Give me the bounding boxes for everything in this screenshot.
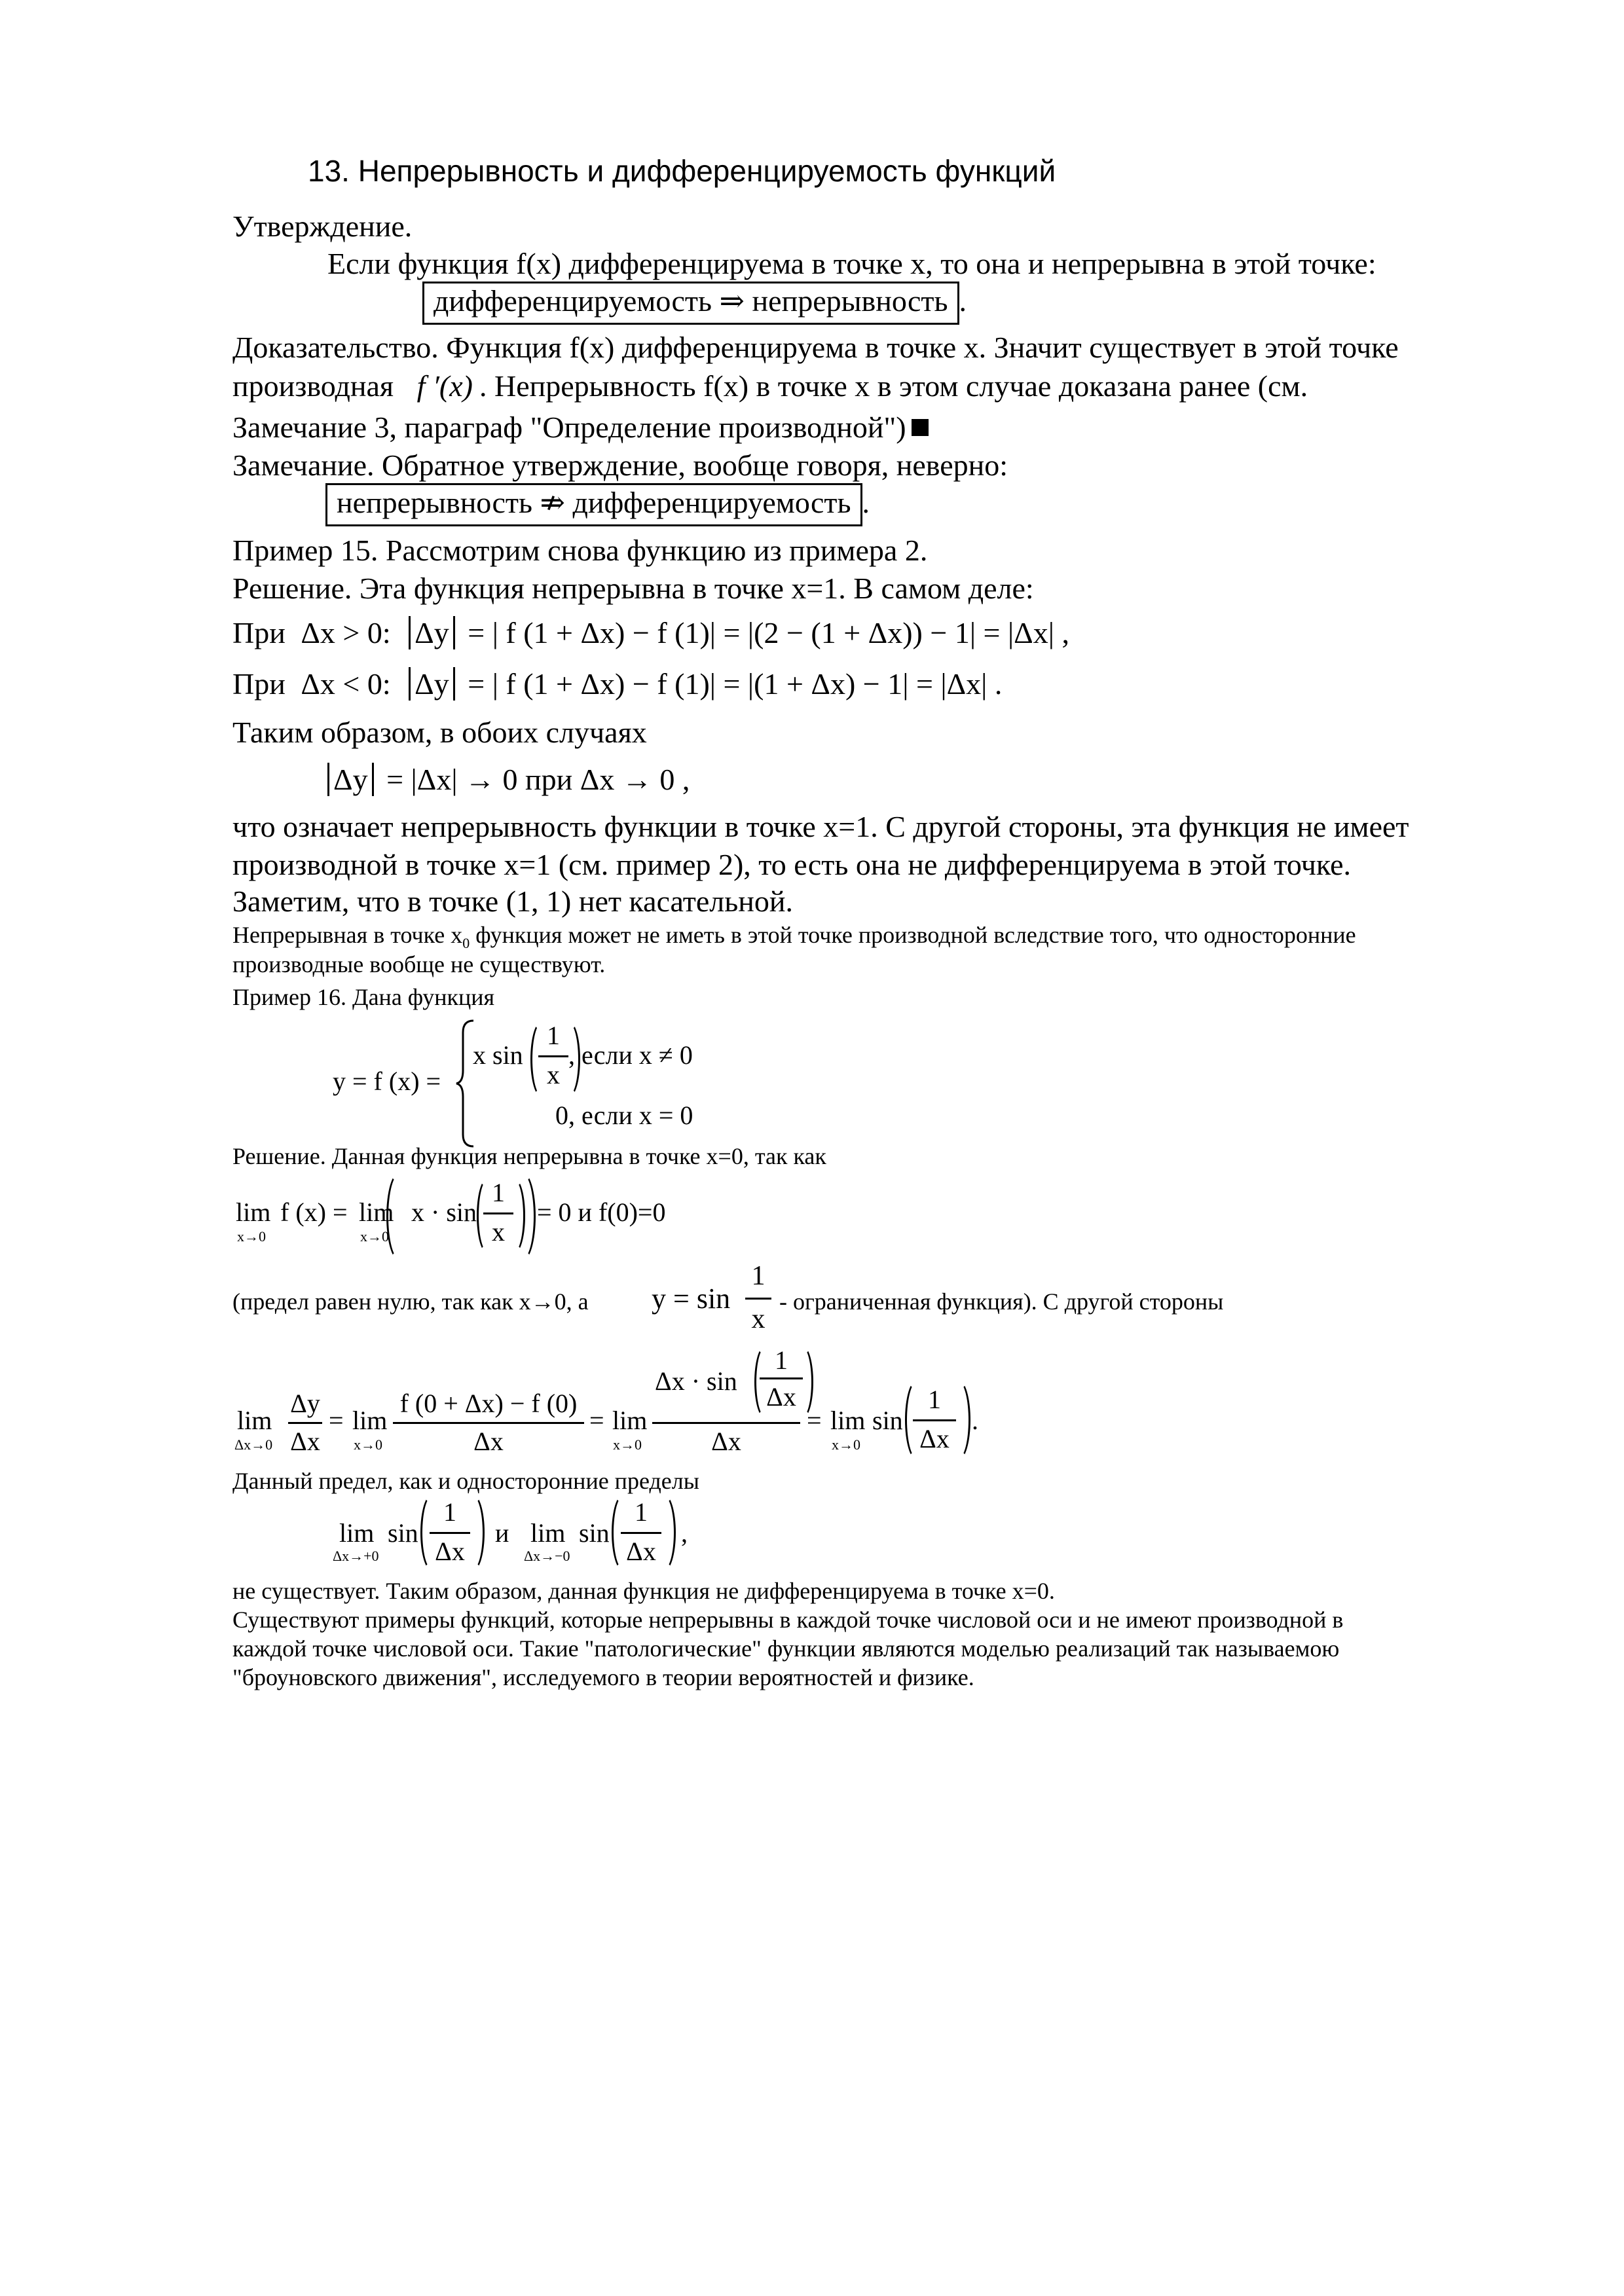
example-15-conclusion-1: что означает непрерывность функции в точке x=1. С другой стороны, эта функция не имеет — [232, 810, 1409, 843]
note-line-1b: функция может не иметь в этой точке производной вследствие того, что односторонние — [470, 922, 1356, 948]
proof-line-2 — [232, 371, 1308, 401]
case-2-condition: Δx < 0: — [301, 667, 391, 701]
frac3-den: Δx — [711, 1427, 741, 1456]
example-16-title: Пример 16. Дана функция — [232, 984, 495, 1010]
dlim-2-word: lim — [352, 1406, 388, 1435]
qed-square-icon — [912, 419, 929, 436]
limit-expression: = |Δx| → 0 при Δx → 0 , — [386, 763, 690, 796]
case-2-abs-dy: Δy — [409, 667, 455, 701]
lim-2-word: lim — [359, 1197, 394, 1227]
note-line-1 — [232, 923, 1356, 951]
frac3-num-text: Δx · sin — [655, 1366, 737, 1396]
big-paren-right-icon — [509, 1172, 536, 1261]
dlim-4-frac-num: 1 — [928, 1385, 941, 1414]
os-lim-2-sub: Δx→−0 — [524, 1548, 570, 1564]
piecewise-case-1-cond: , если x ≠ 0 — [568, 1040, 693, 1070]
big-paren-left-icon — [386, 1172, 413, 1261]
os-and: и — [495, 1518, 509, 1548]
dlim-3-sub: x→0 — [613, 1436, 642, 1453]
example-15-solution: Решение. Эта функция непрерывна в точке x=1. В самом деле: — [232, 572, 1034, 605]
limit-line — [327, 765, 690, 795]
dlim-1-sub: Δx→0 — [234, 1436, 273, 1453]
os-lim-1-sub: Δx→+0 — [333, 1548, 379, 1564]
remark-text: Замечание. Обратное утверждение, вообще говоря, неверно: — [232, 448, 1008, 482]
piecewise-frac-den: x — [547, 1060, 560, 1089]
os-1-frac-den: Δx — [435, 1537, 465, 1566]
frac3-bar — [652, 1422, 800, 1424]
piecewise-case-2: 0, если x = 0 — [555, 1101, 693, 1130]
f-diff-den: Δx — [473, 1427, 504, 1456]
statement-boxed-end: . — [959, 284, 967, 318]
both-cases-text: Таким образом, в обоих случаях — [232, 716, 647, 749]
dlim-4-sin: sin — [872, 1406, 903, 1435]
bounded-y-sin: y = sin — [652, 1283, 731, 1315]
case-1-expression: = | f (1 + Δx) − f (1)| = |(2 − (1 + Δx)) − 1| = |Δx| , — [468, 616, 1069, 649]
statement-boxed-line — [422, 282, 967, 325]
section-title: 13. Непрерывность и дифференцируемость функций — [308, 154, 1056, 188]
eq-1: = — [329, 1406, 344, 1435]
note-subscript: 0 — [462, 935, 470, 952]
os-2-paren-right-icon — [652, 1494, 676, 1571]
frac-1-den: x — [492, 1217, 505, 1247]
example-15-conclusion-2: производной в точке x=1 (см. пример 2), то есть она не дифференцируема в этой точке. — [232, 848, 1351, 881]
f-diff-bar — [393, 1422, 584, 1424]
limit-abs-dy: Δy — [327, 763, 374, 796]
dlim-2-sub: x→0 — [354, 1436, 382, 1453]
os-1-frac-num: 1 — [443, 1497, 456, 1527]
bounded-frac-num: 1 — [751, 1261, 766, 1291]
proof-line-2c: . Непрерывность f(x) в точке x в этом случае доказана ранее (см. — [479, 369, 1308, 403]
os-2-frac-num: 1 — [635, 1497, 648, 1527]
dlim-4-sub: x→0 — [832, 1436, 860, 1453]
piecewise-lhs: y = f (x) = — [333, 1066, 441, 1096]
dlim-4-frac-den: Δx — [919, 1424, 950, 1453]
dydx-den: Δx — [290, 1427, 320, 1456]
os-comma: , — [681, 1518, 688, 1548]
dlim-4-word: lim — [830, 1406, 866, 1435]
case-2-expression: = | f (1 + Δx) − f (1)| = |(1 + Δx) − 1| = |Δx| . — [468, 667, 1003, 701]
frac3-inner-num: 1 — [775, 1345, 788, 1375]
bounded-frac-den: x — [751, 1304, 766, 1334]
statement-label: Утверждение. — [232, 210, 413, 243]
derivative-symbol: f ′(x) — [416, 369, 473, 403]
remark-boxed-end: . — [862, 486, 870, 519]
example-15-conclusion-3: Заметим, что в точке (1, 1) нет касательной. — [232, 884, 793, 918]
case-1-abs-dy: Δy — [409, 616, 455, 649]
example-15-case-1 — [232, 618, 1069, 648]
x-sin-expr: x · sin — [411, 1197, 477, 1227]
os-1-paren-right-icon — [461, 1494, 485, 1571]
proof-line-2a: производная — [232, 369, 394, 403]
bounded-text-b: - ограниченная функция). С другой стороны — [779, 1288, 1224, 1315]
proof-line-1: Доказательство. Функция f(x) дифференцируема в точке x. Значит существует в этой точке — [232, 331, 1399, 364]
piecewise-case-1-a: x sin — [473, 1040, 523, 1070]
dlim-end-dot: . — [972, 1406, 978, 1435]
remark-boxed-formula: непрерывность ⇏ дифференцируемость — [325, 483, 862, 526]
example-15-title: Пример 15. Рассмотрим снова функцию из примера 2. — [232, 534, 928, 567]
eq-2: = — [589, 1406, 604, 1435]
dlim-4-paren-right-icon — [947, 1380, 970, 1460]
example-15-case-2 — [232, 669, 1002, 699]
f-diff-num: f (0 + Δx) − f (0) — [399, 1389, 578, 1418]
frac-1-num: 1 — [492, 1178, 505, 1207]
remark-boxed-line — [325, 483, 870, 526]
example-16-conclusion: не существует. Таким образом, данная функция не дифференцируема в точке x=0. — [232, 1578, 1055, 1604]
final-line-2: каждой точке числовой оси. Такие "патологические" функции являются моделью реализаций так называемою — [232, 1635, 1340, 1662]
proof-line-3-text: Замечание 3, параграф "Определение производной") — [232, 410, 906, 444]
final-line-3: "броуновского движения", исследуемого в теории вероятностей и физике. — [232, 1664, 974, 1690]
os-2-frac-den: Δx — [626, 1537, 656, 1566]
os-lim-1-word: lim — [339, 1518, 375, 1548]
case-2-label: При — [232, 667, 286, 701]
lim-1-sub: x→0 — [237, 1228, 266, 1245]
lim-2-sub: x→0 — [360, 1228, 389, 1245]
statement-boxed-formula: дифференцируемость ⇒ непрерывность — [422, 282, 959, 325]
bounded-text-a: (предел равен нулю, так как x→0, а — [232, 1288, 589, 1315]
dydx-bar — [288, 1422, 322, 1424]
dlim-3-word: lim — [612, 1406, 648, 1435]
piecewise-brace-icon — [454, 1018, 480, 1149]
case-1-label: При — [232, 616, 286, 649]
limits-text: Данный предел, как и односторонние пределы — [232, 1468, 699, 1494]
piecewise-frac-num: 1 — [547, 1021, 560, 1050]
lim-result: = 0 и f(0)=0 — [537, 1197, 666, 1227]
os-lim-2-word: lim — [530, 1518, 566, 1548]
proof-line-3 — [232, 412, 929, 443]
note-line-1a: Непрерывная в точке x — [232, 922, 463, 948]
os-lim-1-sin: sin — [388, 1518, 418, 1548]
lim-1-word: lim — [236, 1197, 271, 1227]
frac3-inner-den: Δx — [766, 1382, 796, 1412]
eq-3: = — [807, 1406, 822, 1435]
os-lim-2-sin: sin — [579, 1518, 610, 1548]
dlim-1-word: lim — [237, 1406, 272, 1435]
bounded-frac-bar — [745, 1298, 771, 1300]
note-line-2: производные вообще не существуют. — [232, 951, 606, 977]
lim-1-expr: f (x) = — [280, 1197, 348, 1227]
case-1-condition: Δx > 0: — [301, 616, 391, 649]
statement-text: Если функция f(x) дифференцируема в точке x, то она и непрерывна в этой точке: — [327, 247, 1376, 280]
example-16-solution: Решение. Данная функция непрерывна в точке x=0, так как — [232, 1143, 826, 1169]
final-line-1: Существуют примеры функций, которые непрерывны в каждой точке числовой оси и не имеют производной в — [232, 1607, 1344, 1633]
dydx-num: Δy — [290, 1389, 320, 1418]
